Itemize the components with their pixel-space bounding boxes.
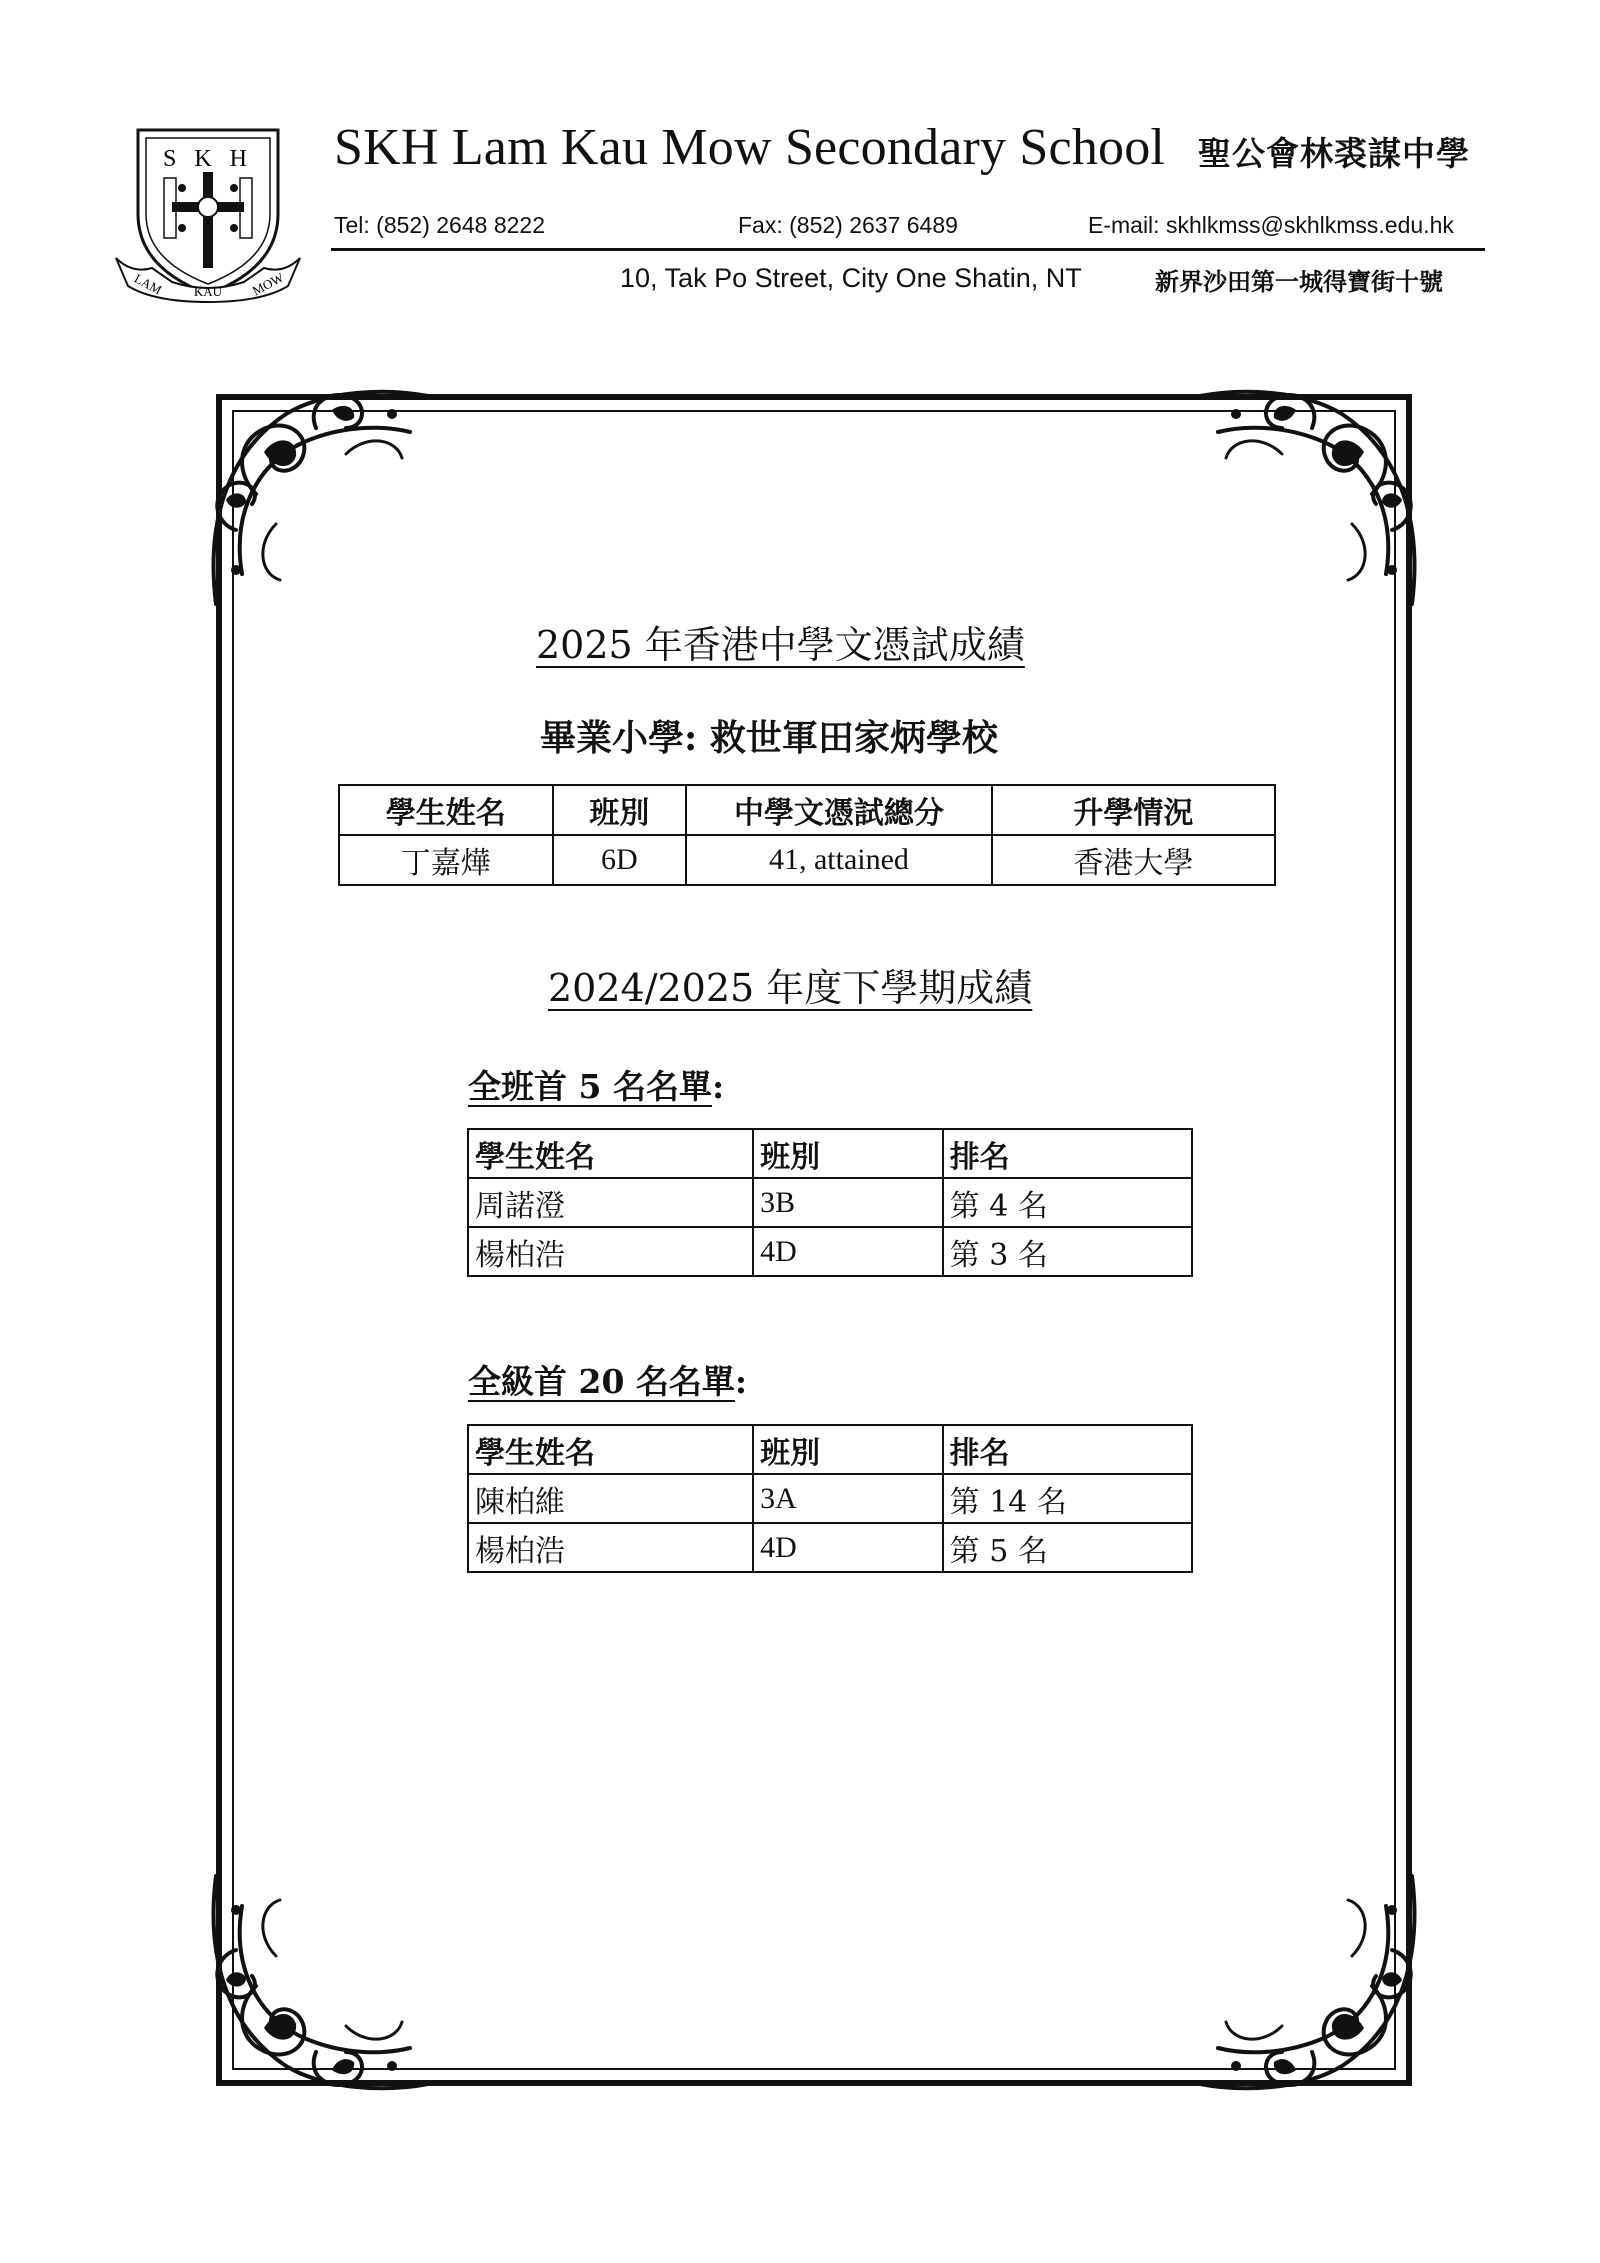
svg-text:KAU: KAU <box>193 284 223 299</box>
class-top5-title <box>468 1061 724 1108</box>
form-top20-title-colon: : <box>734 1362 748 1401</box>
rank-cell: 第 4 名 <box>943 1178 1192 1227</box>
table-header-row <box>468 1129 1192 1178</box>
column-header: 學生姓名 <box>339 785 553 835</box>
fax-number: Fax: (852) 2637 6489 <box>738 212 958 238</box>
term-results-title: 2024/2025 年度下學期成績 <box>548 966 1033 1010</box>
column-header: 學生姓名 <box>468 1129 753 1178</box>
destination-cell: 香港大學 <box>992 835 1275 885</box>
form-top20-title-text: 全級首 20 名名單 <box>468 1362 735 1401</box>
student-name-cell: 楊柏浩 <box>468 1523 753 1572</box>
column-header: 中學文憑試總分 <box>686 785 991 835</box>
column-header: 班別 <box>753 1129 943 1178</box>
student-name-cell: 周諾澄 <box>468 1178 753 1227</box>
student-name-cell: 陳柏維 <box>468 1474 753 1523</box>
rank-cell: 第 14 名 <box>943 1474 1192 1523</box>
school-name-zh: 聖公會林裘謀中學 <box>1198 134 1470 173</box>
column-header: 排名 <box>943 1129 1192 1178</box>
class-cell: 4D <box>753 1523 943 1572</box>
table-row <box>468 1227 1192 1276</box>
class-cell: 6D <box>553 835 687 885</box>
table-header-row <box>339 785 1275 835</box>
address-en: 10, Tak Po Street, City One Shatin, NT <box>620 263 1082 293</box>
address-zh: 新界沙田第一城得寶街十號 <box>1155 268 1443 296</box>
class-cell: 3B <box>753 1178 943 1227</box>
svg-text:MOW: MOW <box>249 269 287 299</box>
column-header: 排名 <box>943 1425 1192 1474</box>
dse-score-cell: 41, attained <box>686 835 991 885</box>
table-row <box>468 1474 1192 1523</box>
column-header: 班別 <box>553 785 687 835</box>
table-header-row <box>468 1425 1192 1474</box>
column-header: 學生姓名 <box>468 1425 753 1474</box>
svg-text:S K H: S K H <box>162 146 254 172</box>
table-row <box>468 1523 1192 1572</box>
table-row <box>339 835 1275 885</box>
class-cell: 4D <box>753 1227 943 1276</box>
rank-cell: 第 3 名 <box>943 1227 1192 1276</box>
ornamental-corner-flourish <box>1192 374 1432 614</box>
class-cell: 3A <box>753 1474 943 1523</box>
ornamental-corner-flourish <box>196 1866 436 2106</box>
form-top20-table <box>467 1424 1193 1573</box>
telephone-number: Tel: (852) 2648 8222 <box>334 212 545 238</box>
dse-results-title: 2025 年香港中學文憑試成績 <box>536 623 1025 667</box>
dse-results-table <box>338 784 1276 886</box>
ornamental-corner-flourish <box>1192 1866 1432 2106</box>
table-row <box>468 1178 1192 1227</box>
student-name-cell: 楊柏浩 <box>468 1227 753 1276</box>
school-name-en: SKH Lam Kau Mow Secondary School <box>334 119 1166 176</box>
form-top20-title <box>468 1356 747 1403</box>
column-header: 升學情況 <box>992 785 1275 835</box>
school-crest-logo <box>112 118 304 304</box>
svg-text:LAM: LAM <box>131 270 165 298</box>
ornamental-corner-flourish <box>196 374 436 614</box>
email-address: E-mail: skhlkmss@skhlkmss.edu.hk <box>1088 212 1454 238</box>
class-top5-title-colon: : <box>711 1067 725 1106</box>
student-name-cell: 丁嘉燁 <box>339 835 553 885</box>
letterhead-divider <box>331 248 1485 251</box>
class-top5-title-text: 全班首 5 名名單 <box>468 1067 712 1106</box>
column-header: 班別 <box>753 1425 943 1474</box>
class-top5-table <box>467 1128 1193 1277</box>
rank-cell: 第 5 名 <box>943 1523 1192 1572</box>
primary-school-line: 畢業小學: 救世軍田家炳學校 <box>540 717 998 759</box>
